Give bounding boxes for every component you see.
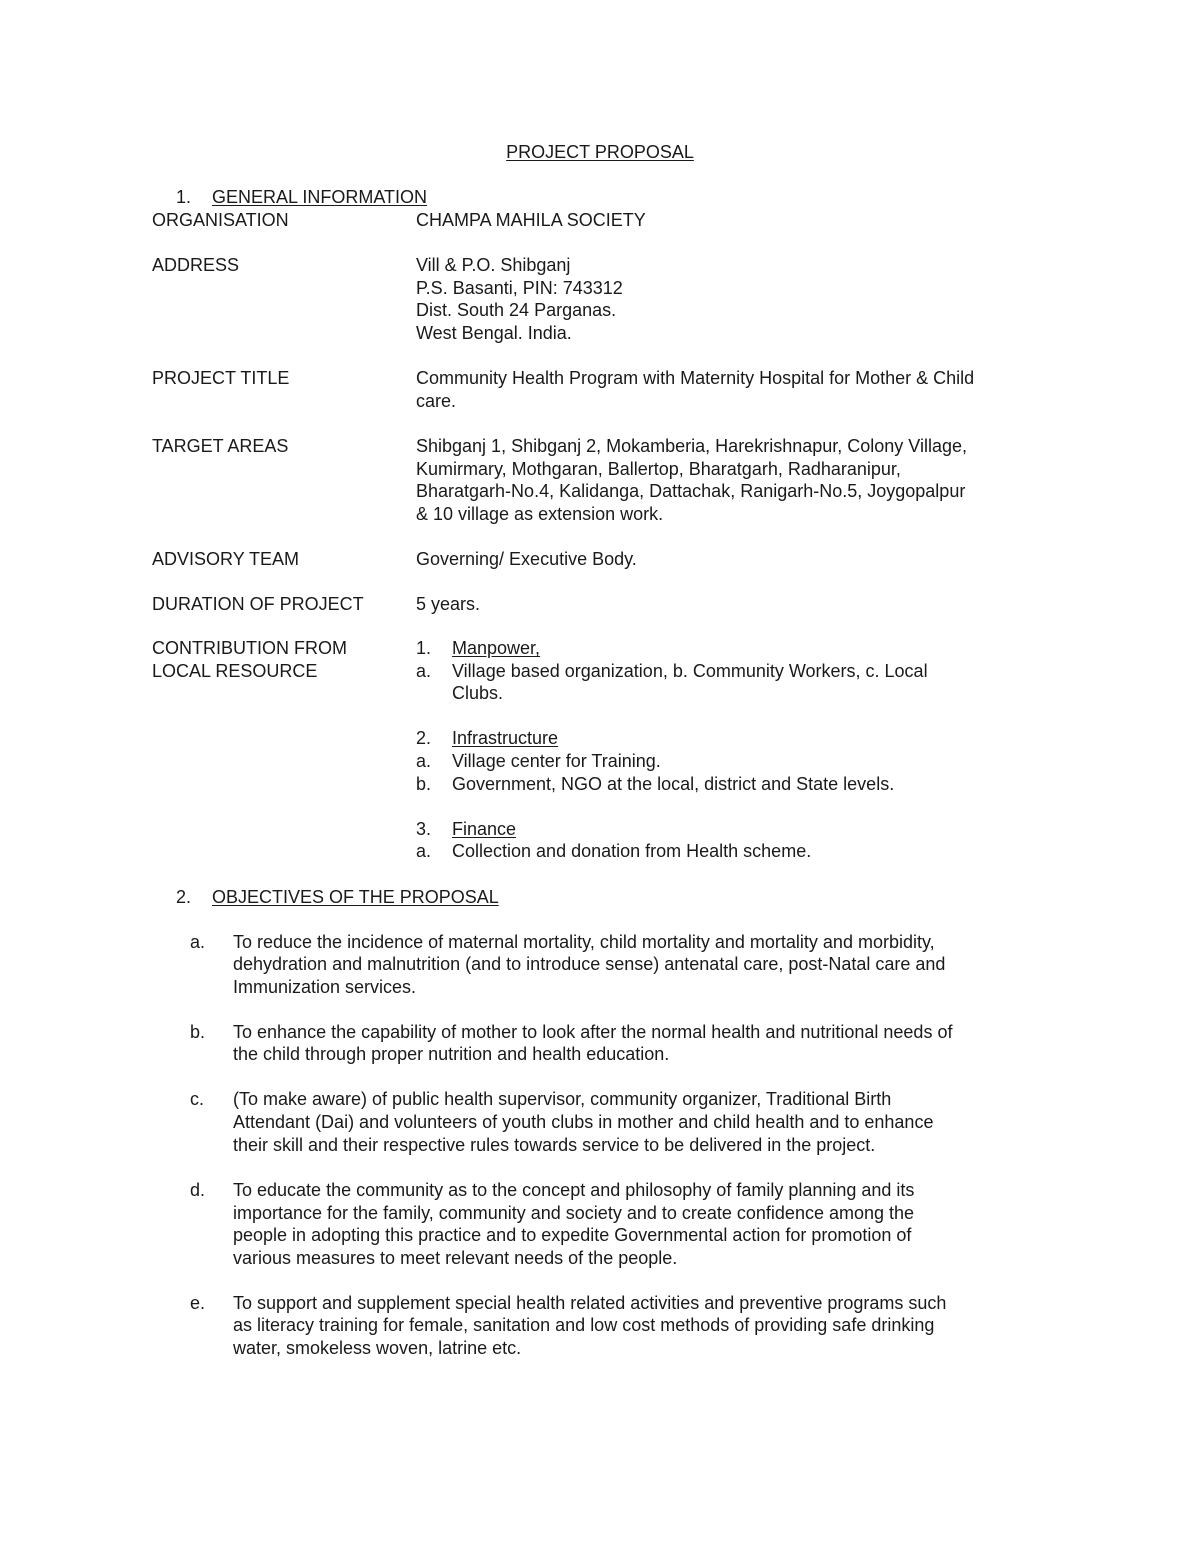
target-areas-line: & 10 village as extension work. — [416, 504, 664, 524]
objective-marker: c. — [190, 1089, 205, 1109]
organisation-label: ORGANISATION — [152, 210, 289, 230]
objective-marker: a. — [190, 932, 206, 952]
section-1-number: 1. — [176, 187, 192, 207]
contribution-group-number: 1. — [416, 638, 432, 658]
section-2-heading: OBJECTIVES OF THE PROPOSAL — [212, 887, 499, 907]
contribution-item-marker: a. — [416, 661, 432, 681]
organisation-value: CHAMPA MAHILA SOCIETY — [416, 210, 646, 230]
contribution-item-line: Village based organization, b. Community Workers, c. Local — [452, 661, 928, 681]
advisory-team-value: Governing/ Executive Body. — [416, 549, 637, 569]
duration-label: DURATION OF PROJECT — [152, 594, 364, 614]
project-title-line: Community Health Program with Maternity Hospital for Mother & Child — [416, 368, 975, 388]
objective-line: various measures to meet relevant needs of the people. — [233, 1248, 678, 1268]
contribution-group-number: 2. — [416, 728, 432, 748]
contribution-item-line: Government, NGO at the local, district and State levels. — [452, 774, 895, 794]
contribution-group-number: 3. — [416, 819, 432, 839]
objective-line: Immunization services. — [233, 977, 417, 997]
objective-line: water, smokeless woven, latrine etc. — [233, 1338, 522, 1358]
objective-marker: b. — [190, 1022, 206, 1042]
contribution-item-marker: a. — [416, 751, 432, 771]
objective-line: To enhance the capability of mother to look after the normal health and nutritional needs of — [233, 1022, 953, 1042]
objective-line: people in adopting this practice and to expedite Governmental action for promotion of — [233, 1225, 912, 1245]
contribution-group-heading: Manpower, — [452, 638, 541, 658]
address-line: West Bengal. India. — [416, 323, 572, 343]
objective-line: To support and supplement special health related activities and preventive programs such — [233, 1293, 947, 1313]
objective-line: (To make aware) of public health supervisor, community organizer, Traditional Birth — [233, 1089, 892, 1109]
contribution-label-line: CONTRIBUTION FROM — [152, 638, 347, 658]
address-line: Dist. South 24 Parganas. — [416, 300, 617, 320]
contribution-label-line: LOCAL RESOURCE — [152, 661, 318, 681]
project-title-label: PROJECT TITLE — [152, 368, 290, 388]
address-label: ADDRESS — [152, 255, 240, 275]
project-title-line: care. — [416, 391, 457, 411]
objective-line: their skill and their respective rules towards service to be delivered in the project. — [233, 1135, 876, 1155]
contribution-item-line: Collection and donation from Health scheme. — [452, 841, 812, 861]
objective-line: To reduce the incidence of maternal mortality, child mortality and mortality and morbidity, — [233, 932, 935, 952]
page-title: PROJECT PROPOSAL — [506, 142, 694, 162]
objective-line: Attendant (Dai) and volunteers of youth clubs in mother and child health and to enhance — [233, 1112, 934, 1132]
target-areas-line: Shibganj 1, Shibganj 2, Mokamberia, Harekrishnapur, Colony Village, — [416, 436, 967, 456]
address-line: Vill & P.O. Shibganj — [416, 255, 571, 275]
contribution-group-heading: Finance — [452, 819, 517, 839]
target-areas-line: Bharatgarh-No.4, Kalidanga, Dattachak, Ranigarh-No.5, Joygopalpur — [416, 481, 966, 501]
target-areas-line: Kumirmary, Mothgaran, Ballertop, Bharatgarh, Radharanipur, — [416, 459, 901, 479]
contribution-item-marker: a. — [416, 841, 432, 861]
section-1-heading: GENERAL INFORMATION — [212, 187, 428, 207]
objective-line: dehydration and malnutrition (and to introduce sense) antenatal care, post-Natal care and — [233, 954, 946, 974]
address-line: P.S. Basanti, PIN: 743312 — [416, 278, 623, 298]
contribution-item-line: Village center for Training. — [452, 751, 661, 771]
objective-line: as literacy training for female, sanitation and low cost methods of providing safe drinking — [233, 1315, 935, 1335]
objective-marker: d. — [190, 1180, 206, 1200]
objective-line: importance for the family, community and society and to create confidence among the — [233, 1203, 915, 1223]
contribution-group-heading: Infrastructure — [452, 728, 559, 748]
objective-marker: e. — [190, 1293, 206, 1313]
duration-value: 5 years. — [416, 594, 481, 614]
advisory-team-label: ADVISORY TEAM — [152, 549, 300, 569]
contribution-item-marker: b. — [416, 774, 432, 794]
objective-line: the child through proper nutrition and health education. — [233, 1044, 670, 1064]
section-2-number: 2. — [176, 887, 192, 907]
contribution-item-line: Clubs. — [452, 683, 504, 703]
objective-line: To educate the community as to the concept and philosophy of family planning and its — [233, 1180, 915, 1200]
target-areas-label: TARGET AREAS — [152, 436, 289, 456]
